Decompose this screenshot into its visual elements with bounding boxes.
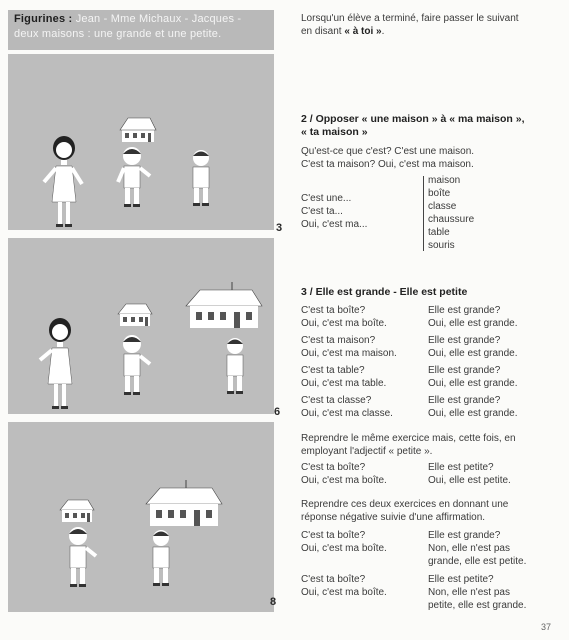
neg-answer: Oui, c'est ma boîte. [301,543,387,554]
header-label: Figurines : [14,13,73,25]
pair-answer-2: Oui, elle est grande. [428,318,518,329]
large-house-icon [186,282,262,328]
intro-line-1: Lorsqu'un élève a terminé, faire passer le suivant [301,13,519,24]
pair-question-2: Elle est grande? [428,365,501,376]
word-list-bracket [423,176,424,251]
repeat-instruction-line-1: Reprendre le même exercice mais, cette fois, en [301,433,516,444]
pair-answer-2: Oui, elle est grande. [428,408,518,419]
petite-question-2: Elle est petite? [428,462,494,473]
boy-figure-icon [193,150,209,206]
small-house-icon [60,500,94,522]
stem-1: C'est une... [301,193,352,204]
pair-question-2: Elle est grande? [428,335,501,346]
pair-answer: Oui, c'est ma classe. [301,408,393,419]
section-2-title-line-1: 2 / Opposer « une maison » à « ma maison », [301,113,525,125]
word-list-item: chaussure [428,214,475,225]
stem-3: Oui, c'est ma... [301,219,368,230]
woman-figure-icon [44,136,82,227]
boy-figure-icon [69,527,96,587]
pair-answer: Oui, c'est ma table. [301,378,387,389]
neg-answer-line-1: Non, elle n'est pas [428,543,510,554]
intro-line-2: en disant « à toi ». [301,26,385,37]
woman-figure-icon [40,318,72,409]
word-list-item: table [428,227,450,238]
neg-answer: Oui, c'est ma boîte. [301,587,387,598]
pair-answer: Oui, c'est ma maison. [301,348,397,359]
word-list-item: classe [428,201,457,212]
boy-figure-icon [153,530,169,586]
pair-question-2: Elle est grande? [428,395,501,406]
pair-answer-2: Oui, elle est grande. [428,348,518,359]
header-text [14,12,270,42]
pair-question: C'est ta classe? [301,395,372,406]
panel-2-drawing [8,238,274,414]
pair-answer-2: Oui, elle est grande. [428,378,518,389]
neg-question-2: Elle est grande? [428,530,501,541]
section-2-q2: C'est ta maison? Oui, c'est ma maison. [301,159,474,170]
illustration-panel-2 [8,238,274,414]
petite-question: C'est ta boîte? [301,462,366,473]
header-line2: deux maisons : une grande et une petite. [14,28,222,40]
small-house-icon [118,304,152,326]
header-line1: Jean - Mme Michaux - Jacques - [75,13,242,25]
pair-question: C'est ta table? [301,365,365,376]
petite-answer: Oui, c'est ma boîte. [301,475,387,486]
neg-answer-line-2: grande, elle est petite. [428,556,527,567]
panel-number-3: 8 [270,596,277,608]
illustration-panel-3 [8,422,277,612]
panel-number-2: 6 [274,406,281,418]
neg-answer-line-1: Non, elle n'est pas [428,587,510,598]
boy-figure-icon [118,147,150,207]
page-number: 37 [541,622,552,632]
pair-question: C'est ta boîte? [301,305,366,316]
word-list-item: maison [428,175,461,186]
word-list-item: boîte [428,188,451,199]
neg-question-2: Elle est petite? [428,574,494,585]
pair-question-2: Elle est grande? [428,305,501,316]
neg-question: C'est ta boîte? [301,574,366,585]
illustration-panel-1 [8,54,274,230]
repeat-instruction-line-2: employant l'adjectif « petite ». [301,446,433,457]
negative-instruction-line-2: réponse négative suivie d'une affirmation. [301,512,486,523]
panel-1-drawing [8,54,274,230]
large-house-icon [146,480,222,526]
panel-3-drawing [8,422,277,612]
neg-answer-line-2: petite, elle est grande. [428,600,527,611]
small-house-icon [120,118,156,142]
section-2-q1: Qu'est-ce que c'est? C'est une maison. [301,146,475,157]
section-3-title: 3 / Elle est grande - Elle est petite [301,286,468,298]
section-2-title-line-2: « ta maison » [301,126,368,138]
petite-answer-2: Oui, elle est petite. [428,475,511,486]
word-list-item: souris [428,240,455,251]
pair-question: C'est ta maison? [301,335,376,346]
boy-figure-icon [123,335,150,395]
negative-instruction-line-1: Reprendre ces deux exercices en donnant une [301,499,509,510]
panel-number-1: 3 [276,222,283,234]
stem-2: C'est ta... [301,206,343,217]
pair-answer: Oui, c'est ma boîte. [301,318,387,329]
neg-question: C'est ta boîte? [301,530,366,541]
boy-figure-icon [227,338,243,394]
